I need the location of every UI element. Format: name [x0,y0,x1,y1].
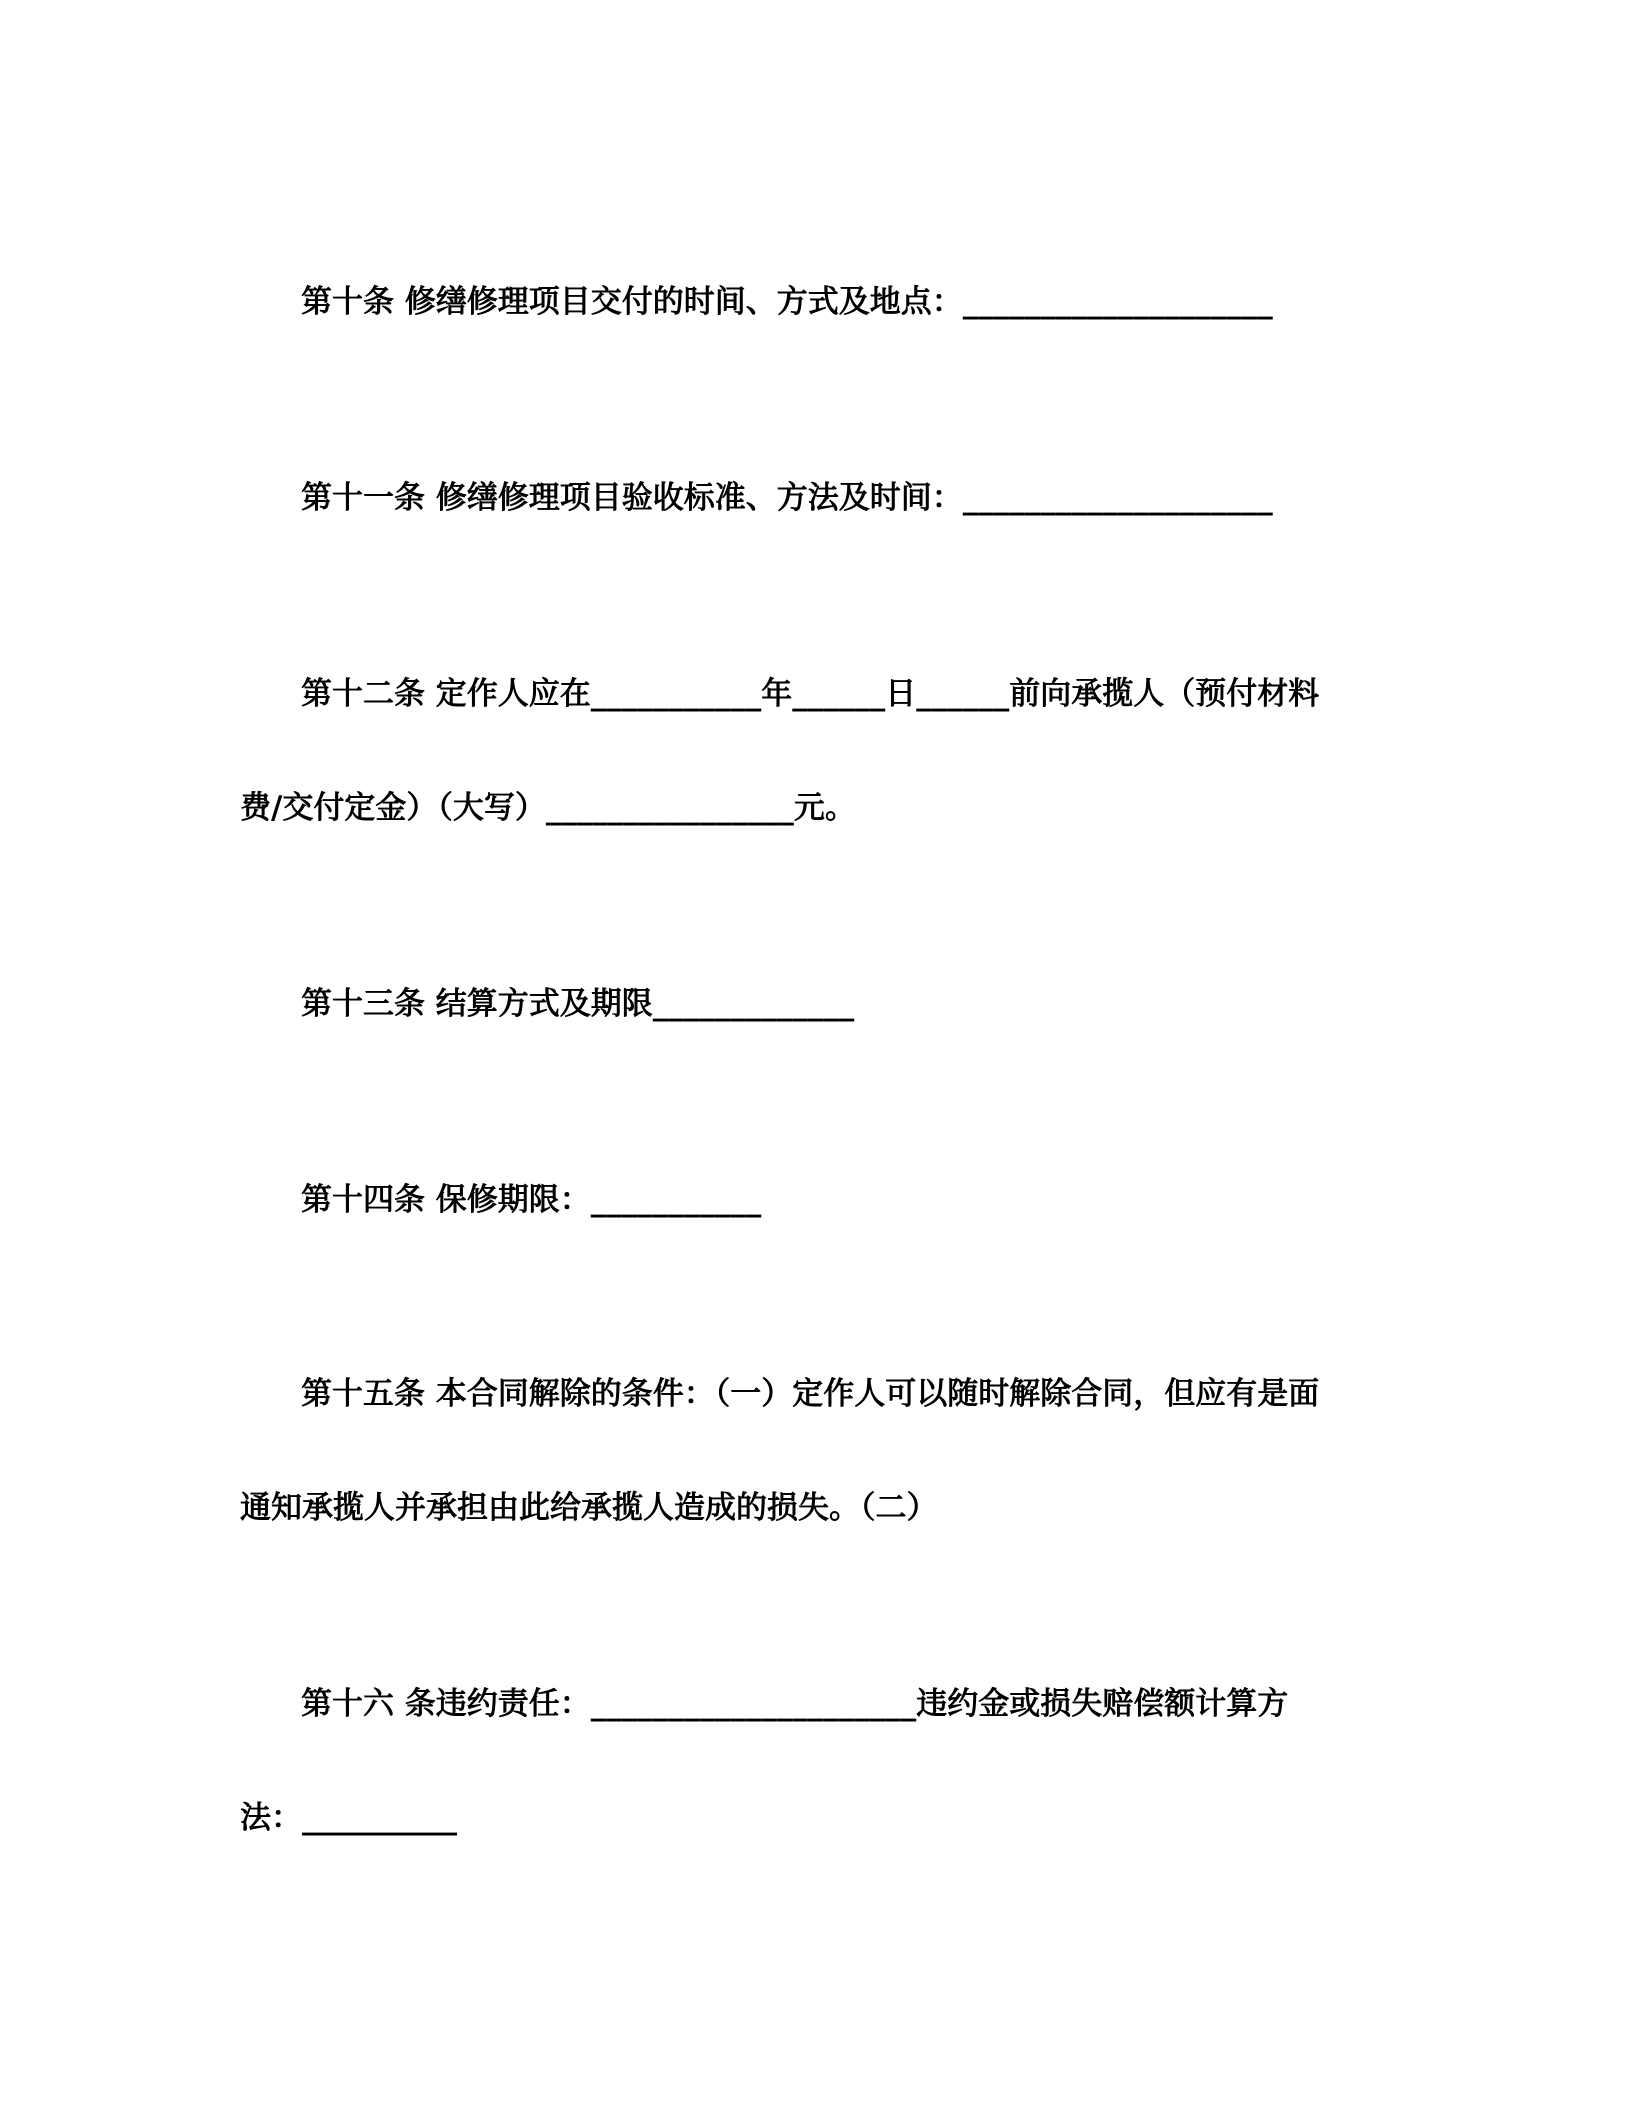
clause-11-line-1: 第十一条 修缮修理项目验收标准、方法及时间：____________________ [301,480,1273,516]
clause-12-line-1: 第十二条 定作人应在___________年______日______前向承揽人（预付材料 [301,676,1320,712]
clause-16-line-1: 第十六 条违约责任：_____________________违约金或损失赔偿额计算方 [301,1686,1289,1722]
clause-13-line-1: 第十三条 结算方式及期限_____________ [301,986,855,1022]
clause-14-line-1: 第十四条 保修期限：___________ [301,1182,762,1218]
clause-10-line-1: 第十条 修缮修理项目交付的时间、方式及地点：____________________ [301,284,1273,320]
clause-12-line-2: 费/交付定金）（大写）________________元。 [240,790,856,826]
clause-16-line-2: 法：__________ [240,1800,457,1836]
clause-15-line-1: 第十五条 本合同解除的条件：（一）定作人可以随时解除合同，但应有是面 [301,1376,1320,1412]
clause-15-line-2: 通知承揽人并承担由此给承揽人造成的损失。（二） [240,1490,938,1526]
